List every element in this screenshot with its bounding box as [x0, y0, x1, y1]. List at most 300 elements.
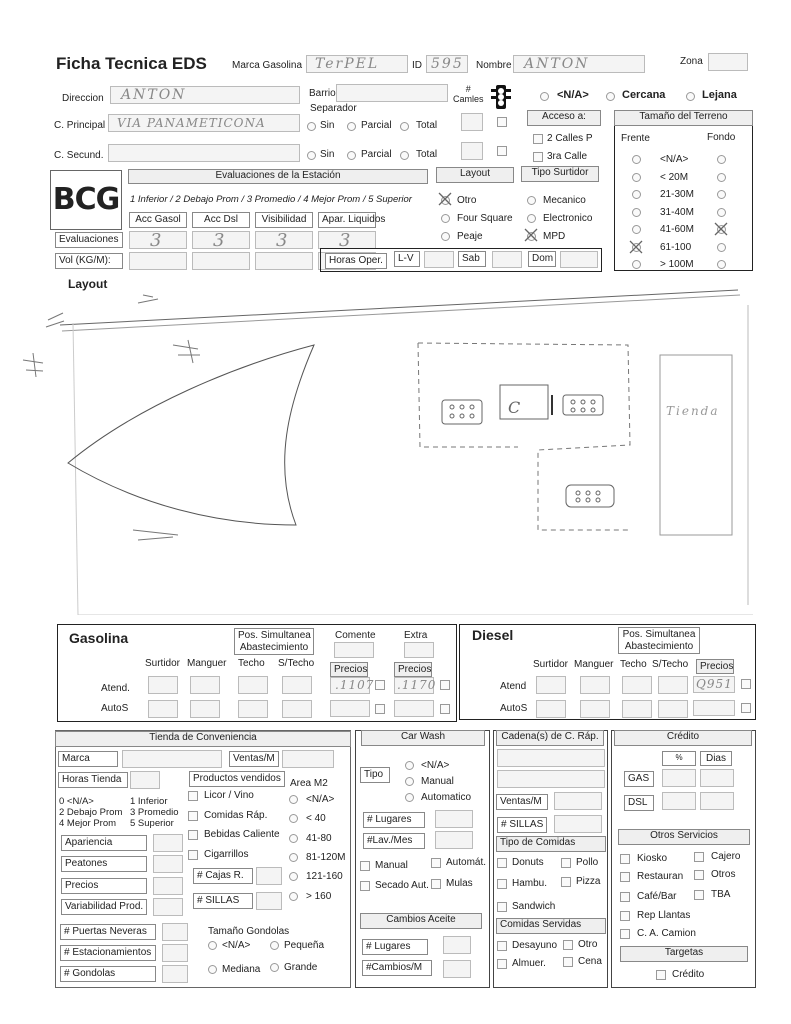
proximity-cercana-label: Cercana — [622, 89, 666, 101]
cambios-title: Cambios Aceite — [360, 913, 482, 929]
terreno-size-label: 31-40M — [660, 206, 694, 218]
terreno-fondo-radio[interactable] — [717, 190, 726, 199]
vol-field[interactable] — [255, 252, 313, 270]
horas-dom-field[interactable] — [560, 251, 598, 268]
sep2-total-label: Total — [416, 149, 438, 160]
area-label: <N/A> — [306, 794, 335, 805]
carwash-lav-field[interactable] — [435, 831, 473, 849]
servida-label: Cena — [578, 956, 602, 967]
gasolina-precios1: Precios — [330, 662, 368, 677]
credito-gas-label: GAS — [624, 771, 654, 787]
gasolina-grid-cell[interactable] — [148, 700, 178, 718]
comida-label: Pollo — [576, 857, 599, 868]
diesel-grid-cell[interactable] — [536, 700, 566, 718]
diesel-price-check[interactable] — [741, 679, 751, 689]
otro-servicio-check[interactable] — [694, 852, 704, 862]
servida-check[interactable] — [563, 957, 573, 967]
carwash-lugares-field[interactable] — [435, 810, 473, 828]
direccion-value: ANTON — [121, 87, 187, 103]
credito-dsl-label: DSL — [624, 795, 654, 811]
credito-gas-dias-field[interactable] — [700, 769, 734, 787]
page-title: Ficha Tecnica EDS — [56, 54, 207, 73]
terreno-size-label: > 100M — [660, 259, 694, 270]
cadena-field1[interactable] — [497, 749, 605, 767]
diesel-pos-sim: Pos. Simultanea Abastecimiento — [618, 627, 700, 654]
gasolina-price1-check[interactable] — [375, 680, 385, 690]
credito-dsl-dias-field[interactable] — [700, 792, 734, 810]
gasolina-col-header: S/Techo — [278, 658, 315, 669]
acceso-title: Acceso a: — [527, 110, 601, 126]
terreno-fondo-radio[interactable] — [717, 155, 726, 164]
bcg-logo-text: BCG — [52, 182, 120, 217]
diesel-grid-cell[interactable] — [622, 676, 652, 694]
comida-label: Donuts — [512, 857, 544, 868]
cadena-servidas-title: Comidas Servidas — [496, 918, 606, 934]
surtidor-title: Tipo Surtidor — [521, 166, 599, 182]
carwash-check-label: Secado Aut. — [375, 880, 429, 891]
surtidor-opt-label: MPD — [543, 231, 566, 242]
fondo-x-mark — [713, 221, 729, 237]
id-value: 595 — [431, 56, 464, 72]
tienda-neveras-label: # Puertas Neveras — [60, 924, 156, 940]
eval-col-header: Acc Gasol — [129, 212, 187, 228]
gasolina-price2: .1170 — [397, 678, 437, 692]
eval-value-field[interactable] — [192, 231, 250, 249]
layout-opt-radio[interactable] — [441, 214, 450, 223]
frente-x-mark — [628, 239, 644, 255]
sep2-sin-radio[interactable] — [307, 151, 316, 160]
otro-servicio-check[interactable] — [620, 911, 630, 921]
terreno-fondo-radio[interactable] — [717, 260, 726, 269]
cadena-field2[interactable] — [497, 770, 605, 788]
gondola-size-radio[interactable] — [270, 941, 279, 950]
cadena-ventas-label: Ventas/M — [496, 794, 548, 810]
carwash-check[interactable] — [360, 881, 370, 891]
diesel-autos-price-field[interactable] — [693, 700, 735, 716]
c-secund-field[interactable] — [108, 144, 300, 162]
horas-sab-field[interactable] — [492, 251, 522, 268]
eval-title: Evaluaciones de la Estación — [128, 169, 428, 184]
acceso-3racalle-label: 3ra Calle — [547, 151, 588, 162]
surtidor-opt-label: Mecanico — [543, 195, 586, 206]
gasolina-price1-field[interactable] — [330, 677, 375, 694]
marca-label: Marca Gasolina — [232, 60, 303, 71]
tienda-area-label: Area M2 — [290, 778, 328, 789]
layout-opt-radio[interactable] — [441, 232, 450, 241]
diesel-atend: Atend — [500, 681, 527, 692]
servida-label: Almuer. — [512, 958, 546, 969]
gasolina-col-header: Manguer — [187, 658, 227, 669]
sep2-parcial-radio[interactable] — [347, 151, 356, 160]
eval-col-header: Acc Dsl — [192, 212, 250, 228]
credito-title: Crédito — [614, 730, 752, 746]
acceso-2calles-label: 2 Calles P — [547, 133, 593, 144]
eval-value: 3 — [339, 230, 353, 251]
vol-row-label: Vol (KG/M): — [55, 253, 123, 269]
camiones2-check[interactable] — [497, 146, 507, 156]
gasolina-comente: Comente — [335, 630, 376, 641]
eval-row-label: Evaluaciones — [55, 232, 123, 248]
sep2-sin-label: Sin — [320, 149, 335, 160]
terreno-frente-radio[interactable] — [632, 190, 641, 199]
gasolina-grid-cell[interactable] — [282, 700, 312, 718]
otro-servicio-check[interactable] — [694, 870, 704, 880]
surtidor-opt-label: Electronico — [543, 213, 593, 224]
cadena-title: Cadena(s) de C. Ráp. — [496, 730, 604, 746]
carwash-tipo-label: Automatico — [421, 792, 472, 803]
carwash-check-label: Manual — [375, 860, 408, 871]
diesel-grid-cell[interactable] — [536, 676, 566, 694]
tienda-title: Tienda de Conveniencia — [55, 731, 351, 747]
marca-field[interactable] — [306, 55, 408, 73]
gasolina-pos-sim: Pos. Simultanea Abastecimiento — [234, 628, 314, 655]
eval-value-field[interactable] — [318, 231, 376, 249]
surtidor-opt-radio[interactable] — [527, 196, 536, 205]
gasolina-autos-price2-field[interactable] — [394, 700, 434, 717]
nombre-field[interactable] — [513, 55, 645, 73]
carwash-tipo-label: <N/A> — [421, 760, 450, 771]
targetas-title: Targetas — [620, 946, 748, 962]
otro-servicio-label: Restauran — [637, 871, 684, 882]
proximity-lejana-label: Lejana — [702, 89, 737, 101]
traffic-light-icon — [490, 83, 512, 116]
tienda-gondolas-field[interactable] — [162, 965, 188, 983]
proximity-na-radio[interactable] — [540, 92, 549, 101]
tienda-horas-field[interactable] — [130, 771, 160, 789]
eval-col-header: Apar. Liquidos — [318, 212, 376, 228]
tienda-marca-field[interactable] — [122, 750, 222, 768]
sketch-title: Layout — [68, 277, 108, 291]
area-label: > 160 — [306, 890, 332, 902]
diesel-col-header: Surtidor — [533, 659, 569, 670]
surtidor-x-mark — [523, 227, 539, 243]
comida-label: Sandwich — [512, 901, 556, 912]
producto-check[interactable] — [188, 791, 198, 801]
sep1-sin-radio[interactable] — [307, 122, 316, 131]
rating-field[interactable] — [153, 834, 183, 852]
comida-check[interactable] — [497, 879, 507, 889]
cambios-mes-field[interactable] — [443, 960, 471, 978]
otro-servicio-check[interactable] — [620, 854, 630, 864]
otro-servicio-check[interactable] — [620, 872, 630, 882]
id-label: ID — [412, 60, 422, 71]
gasolina-comente-field[interactable] — [334, 642, 374, 658]
proximity-cercana-radio[interactable] — [606, 92, 615, 101]
credito-pct: % — [662, 751, 696, 766]
sep1-sin-label: Sin — [320, 120, 335, 131]
tienda-sillas-field[interactable] — [256, 892, 282, 910]
diesel-autos-price-check[interactable] — [741, 703, 751, 713]
tienda-scale-item: 1 Inferior — [130, 796, 168, 807]
terreno-fondo-radio[interactable] — [717, 173, 726, 182]
barrio-label: Barrio — [309, 88, 336, 99]
gasolina-autos: AutoS — [101, 703, 129, 714]
tienda-estacionamientos-field[interactable] — [162, 944, 188, 962]
producto-check[interactable] — [188, 850, 198, 860]
terreno-frente-label: Frente — [621, 133, 650, 144]
cadena-sillas-label: # SILLAS — [497, 817, 547, 833]
area-radio[interactable] — [289, 795, 298, 804]
sep1-total-radio[interactable] — [400, 122, 409, 131]
proximity-lejana-radio[interactable] — [686, 92, 695, 101]
diesel-grid-cell[interactable] — [622, 700, 652, 718]
sep2-total-radio[interactable] — [400, 151, 409, 160]
rating-label: Variabilidad Prod. — [61, 899, 147, 915]
separador-label: Separador — [310, 103, 357, 114]
tienda-tam-gondolas: Tamaño Gondolas — [208, 926, 290, 937]
area-radio[interactable] — [289, 834, 298, 843]
servida-check[interactable] — [497, 941, 507, 951]
layout-opts-title: Layout — [436, 167, 514, 183]
comida-check[interactable] — [497, 902, 507, 912]
vol-field[interactable] — [192, 252, 250, 270]
area-label: 41-80 — [306, 832, 332, 844]
gasolina-autos-price1-field[interactable] — [330, 700, 370, 717]
otro-servicio-label: C. A. Camion — [637, 928, 696, 939]
terreno-frente-radio[interactable] — [632, 173, 641, 182]
gasolina-atend: Atend. — [101, 683, 130, 694]
gasolina-extra-field[interactable] — [404, 642, 434, 658]
otros-title: Otros Servicios — [618, 829, 750, 845]
producto-check[interactable] — [188, 830, 198, 840]
terreno-frente-radio[interactable] — [632, 225, 641, 234]
carwash-check[interactable] — [431, 858, 441, 868]
cadena-ventas-field[interactable] — [554, 792, 602, 810]
targetas-credito-check[interactable] — [656, 970, 666, 980]
nombre-label: Nombre — [476, 60, 512, 71]
barrio-field[interactable] — [336, 84, 448, 102]
layout-opt-label: Four Square — [457, 213, 513, 224]
acceso-2calles-check[interactable] — [533, 134, 543, 144]
horas-label: Horas Oper. — [325, 253, 387, 269]
zona-field[interactable] — [708, 53, 748, 71]
acceso-3racalle-check[interactable] — [533, 152, 543, 162]
gasolina-extra: Extra — [404, 630, 428, 641]
area-label: 81-120M — [306, 851, 346, 863]
terreno-frente-radio[interactable] — [632, 155, 641, 164]
cambios-lugares-label: # Lugares — [362, 939, 428, 955]
gasolina-precios2: Precios — [394, 662, 432, 677]
carwash-title: Car Wash — [361, 730, 485, 746]
eval-value-field[interactable] — [255, 231, 313, 249]
otro-servicio-check[interactable] — [620, 892, 630, 902]
carwash-tipo-radio[interactable] — [405, 761, 414, 770]
tienda-productos-label: Productos vendidos — [189, 771, 285, 787]
gasolina-grid-cell[interactable] — [238, 700, 268, 718]
tienda-neveras-field[interactable] — [162, 923, 188, 941]
otro-servicio-label: Otros — [711, 869, 736, 880]
comida-label: Pizza — [576, 876, 601, 887]
diesel-grid-cell[interactable] — [658, 676, 688, 694]
id-field[interactable] — [426, 55, 468, 73]
horas-lv-field[interactable] — [424, 251, 454, 268]
sketch-tienda-label: Tienda — [666, 404, 720, 418]
proximity-na-label: <N/A> — [557, 89, 589, 101]
producto-label: Cigarrillos — [204, 848, 249, 860]
sep2-parcial-label: Parcial — [361, 149, 392, 160]
terreno-size-label: 41-60M — [660, 224, 694, 235]
credito-gas-pct-field[interactable] — [662, 769, 696, 787]
diesel-title: Diesel — [472, 627, 514, 643]
otro-servicio-label: Café/Bar — [637, 891, 677, 902]
sep1-parcial-radio[interactable] — [347, 122, 356, 131]
horas-sab-label: Sab — [458, 251, 486, 267]
eval-scale: 1 Inferior / 2 Debajo Prom / 3 Promedio / 4 Mejor Prom / 5 Superior — [130, 194, 412, 205]
servida-check[interactable] — [563, 940, 573, 950]
comida-label: Hambu. — [512, 878, 548, 889]
rating-label: Peatones — [61, 856, 147, 872]
gondola-size-label: Mediana — [222, 964, 261, 975]
rating-field[interactable] — [153, 855, 183, 873]
gondola-size-radio[interactable] — [208, 965, 217, 974]
terreno-size-label: <N/A> — [660, 154, 689, 165]
camiones2-field[interactable] — [461, 142, 483, 160]
gasolina-price2-check[interactable] — [440, 680, 450, 690]
tienda-marca-label: Marca — [58, 751, 118, 767]
servida-check[interactable] — [497, 959, 507, 969]
gasolina-grid-cell[interactable] — [148, 676, 178, 694]
sketch-center-letter: C — [508, 398, 523, 417]
otro-servicio-check[interactable] — [620, 929, 630, 939]
bcg-logo — [50, 170, 122, 230]
cadena-tipo-title: Tipo de Comidas — [496, 836, 606, 852]
tienda-scale-item: 5 Superior — [130, 818, 174, 829]
gasolina-autos-price1-check[interactable] — [375, 704, 385, 714]
tienda-scale-item: 2 Debajo Prom — [59, 807, 123, 818]
sep1-total-label: Total — [416, 120, 438, 131]
comida-check[interactable] — [561, 877, 571, 887]
camiones1-check[interactable] — [497, 117, 507, 127]
vol-field[interactable] — [129, 252, 187, 270]
gondola-size-radio[interactable] — [208, 941, 217, 950]
tienda-gondolas-label: # Gondolas — [60, 966, 156, 982]
servida-label: Desayuno — [512, 940, 558, 951]
terreno-title: Tamaño del Terreno — [614, 110, 753, 126]
marca-value: TerPEL — [315, 56, 380, 72]
tienda-sillas-label: # SILLAS — [193, 893, 253, 909]
gondola-size-radio[interactable] — [270, 963, 279, 972]
gasolina-col-header: Techo — [238, 658, 265, 669]
carwash-tipo-radio[interactable] — [405, 793, 414, 802]
gasolina-price2-field[interactable] — [394, 677, 437, 694]
rating-label: Precios — [61, 878, 147, 894]
diesel-grid-cell[interactable] — [580, 700, 610, 718]
producto-label: Licor / Vino — [204, 790, 254, 801]
gasolina-grid-cell[interactable] — [282, 676, 312, 694]
direccion-field[interactable] — [110, 86, 300, 104]
gasolina-autos-price2-check[interactable] — [440, 704, 450, 714]
diesel-col-header: S/Techo — [652, 659, 689, 670]
otro-servicio-label: Rep Llantas — [637, 910, 691, 921]
cambios-lugares-field[interactable] — [443, 936, 471, 954]
eval-col-header: Visibilidad — [255, 212, 313, 228]
terreno-frente-radio[interactable] — [632, 208, 641, 217]
gondola-size-label: <N/A> — [222, 940, 251, 951]
diesel-col-header: Manguer — [574, 659, 614, 670]
servida-label: Otro — [578, 939, 598, 950]
eval-value: 3 — [150, 230, 164, 251]
tienda-ventas-label: Ventas/M — [229, 751, 279, 767]
gasolina-grid-cell[interactable] — [238, 676, 268, 694]
layout-opt-label: Otro — [457, 195, 477, 206]
tienda-cajas-label: # Cajas R. — [193, 868, 253, 884]
terreno-fondo-radio[interactable] — [717, 243, 726, 252]
eval-value-field[interactable] — [129, 231, 187, 249]
layout-sketch — [18, 285, 758, 620]
gasolina-title: Gasolina — [69, 630, 129, 646]
area-label: < 40 — [306, 813, 326, 825]
camiones1-field[interactable] — [461, 113, 483, 131]
gasolina-grid-cell[interactable] — [190, 676, 220, 694]
terreno-size-label: < 20M — [660, 171, 689, 183]
tienda-cajas-field[interactable] — [256, 867, 282, 885]
terreno-size-label: 21-30M — [660, 189, 694, 200]
c-principal-field[interactable] — [108, 114, 300, 132]
area-radio[interactable] — [289, 853, 298, 862]
otro-servicio-label: Cajero — [711, 851, 741, 862]
horas-lv-label: L-V — [394, 251, 420, 267]
tienda-scale-item: 3 Promedio — [130, 807, 179, 818]
rating-field[interactable] — [153, 898, 183, 916]
rating-field[interactable] — [153, 877, 183, 895]
diesel-grid-cell[interactable] — [580, 676, 610, 694]
carwash-check[interactable] — [360, 861, 370, 871]
gasolina-price1: .1107 — [335, 678, 375, 692]
tienda-estacionamientos-label: # Estacionamientos — [60, 945, 156, 961]
terreno-fondo-label: Fondo — [707, 132, 736, 143]
cambios-mes-label: #Cambios/M — [362, 960, 432, 976]
gasolina-grid-cell[interactable] — [190, 700, 220, 718]
diesel-precios: Precios — [696, 659, 734, 674]
producto-check[interactable] — [188, 811, 198, 821]
terreno-fondo-radio[interactable] — [717, 208, 726, 217]
direccion-label: Direccion — [62, 93, 104, 104]
cadena-sillas-field[interactable] — [554, 815, 602, 833]
c-principal-value: VIA PANAMETICONA — [117, 116, 266, 130]
surtidor-opt-radio[interactable] — [527, 214, 536, 223]
area-radio[interactable] — [289, 892, 298, 901]
nombre-value: ANTON — [524, 56, 590, 72]
otro-servicio-check[interactable] — [694, 890, 704, 900]
diesel-price-field[interactable] — [693, 676, 735, 693]
carwash-check-label: Mulas — [446, 878, 473, 889]
terreno-frente-radio[interactable] — [632, 260, 641, 269]
diesel-col-header: Techo — [620, 659, 647, 670]
tienda-ventas-field[interactable] — [282, 750, 334, 768]
credito-dsl-pct-field[interactable] — [662, 792, 696, 810]
otro-servicio-label: Kiosko — [637, 853, 668, 864]
area-label: 121-160 — [306, 871, 343, 883]
diesel-grid-cell[interactable] — [658, 700, 688, 718]
carwash-check[interactable] — [431, 879, 441, 889]
comida-check[interactable] — [561, 858, 571, 868]
carwash-tipo-label: Tipo — [360, 767, 390, 783]
gasolina-col-header: Surtidor — [145, 658, 181, 669]
tienda-scale-item: 4 Mejor Prom — [59, 818, 117, 829]
comida-check[interactable] — [497, 858, 507, 868]
camiones-label: # Camles — [453, 84, 484, 104]
otro-servicio-label: TBA — [711, 889, 731, 900]
eval-value: 3 — [213, 230, 227, 251]
carwash-lav-label: #Lav./Mes — [363, 833, 425, 849]
c-secund-label: C. Secund. — [54, 150, 104, 161]
diesel-price: Q951 — [696, 677, 733, 691]
carwash-tipo-radio[interactable] — [405, 777, 414, 786]
terreno-size-label: 61-100 — [660, 241, 692, 253]
c-principal-label: C. Principal — [54, 120, 106, 131]
eval-value: 3 — [276, 230, 290, 251]
layout-opt-label: Peaje — [457, 231, 483, 242]
